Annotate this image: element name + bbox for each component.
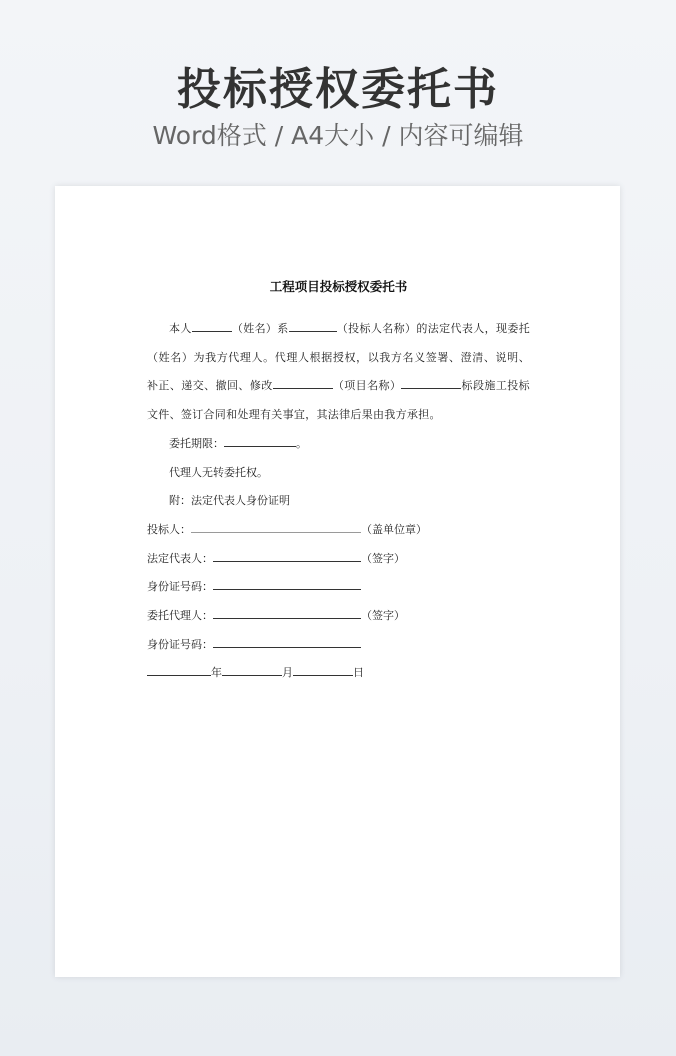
- para-text-3: （投标人名称）的法定代表人，现委托: [336, 322, 530, 335]
- page-title: 投标授权委托书: [177, 64, 499, 115]
- attachment-line: 附：法定代表人身份证明: [169, 494, 290, 508]
- legal-rep-field: [147, 545, 530, 574]
- name-blank[interactable]: [192, 320, 232, 332]
- year-label: 年: [211, 666, 222, 680]
- day-label: 日: [353, 666, 364, 680]
- term-end: 。: [296, 436, 307, 450]
- bidder-field: [147, 516, 530, 545]
- date-line: [147, 659, 530, 688]
- para-text-1: 本人: [169, 322, 192, 335]
- para-text-4: （姓名）为我方代理人。代理人根据授权，以我方名义签署、澄清、说明、补正、递交、撤回、修改: [147, 350, 530, 393]
- agent-field: [147, 602, 530, 631]
- para-text-6: 标段施工投标文件、签订合同和处理有关事宜，其法律后果由我方承担。: [147, 379, 530, 422]
- project-name-blank[interactable]: [273, 377, 333, 389]
- bidder-label: 投标人：: [147, 522, 191, 536]
- id-number-field-2: [147, 631, 530, 660]
- agent-suffix: （签字）: [361, 608, 405, 622]
- para-text-5: （项目名称）: [332, 379, 402, 393]
- id-number-field-1: [147, 573, 530, 602]
- legal-rep-blank[interactable]: [213, 550, 361, 562]
- term-blank[interactable]: [224, 435, 296, 447]
- authorization-paragraph: [147, 315, 530, 430]
- bidder-name-blank[interactable]: [289, 320, 337, 332]
- agent-label: 委托代理人：: [147, 608, 213, 622]
- legal-rep-suffix: （签字）: [361, 551, 405, 565]
- bidder-suffix: （盖单位章）: [361, 522, 427, 536]
- page-subtitle: Word格式 / A4大小 / 内容可编辑: [152, 121, 524, 150]
- bidder-blank[interactable]: [191, 521, 361, 533]
- id-label-1: 身份证号码：: [147, 580, 213, 594]
- id-label-2: 身份证号码：: [147, 637, 213, 651]
- year-blank[interactable]: [147, 664, 211, 676]
- month-label: 月: [282, 666, 293, 680]
- no-subdelegation-line: 代理人无转委托权。: [169, 465, 268, 479]
- agent-blank[interactable]: [213, 607, 361, 619]
- term-line: [147, 430, 530, 459]
- document-page: [55, 186, 620, 977]
- document-title: 工程项目投标授权委托书: [269, 279, 408, 294]
- day-blank[interactable]: [293, 664, 353, 676]
- id-blank-2[interactable]: [213, 636, 361, 648]
- para-text-2: （姓名）系: [231, 322, 289, 335]
- legal-rep-label: 法定代表人：: [147, 551, 213, 565]
- document-body: [147, 276, 530, 688]
- section-blank[interactable]: [401, 377, 461, 389]
- month-blank[interactable]: [222, 664, 282, 676]
- term-label: 委托期限：: [169, 436, 224, 450]
- id-blank-1[interactable]: [213, 578, 361, 590]
